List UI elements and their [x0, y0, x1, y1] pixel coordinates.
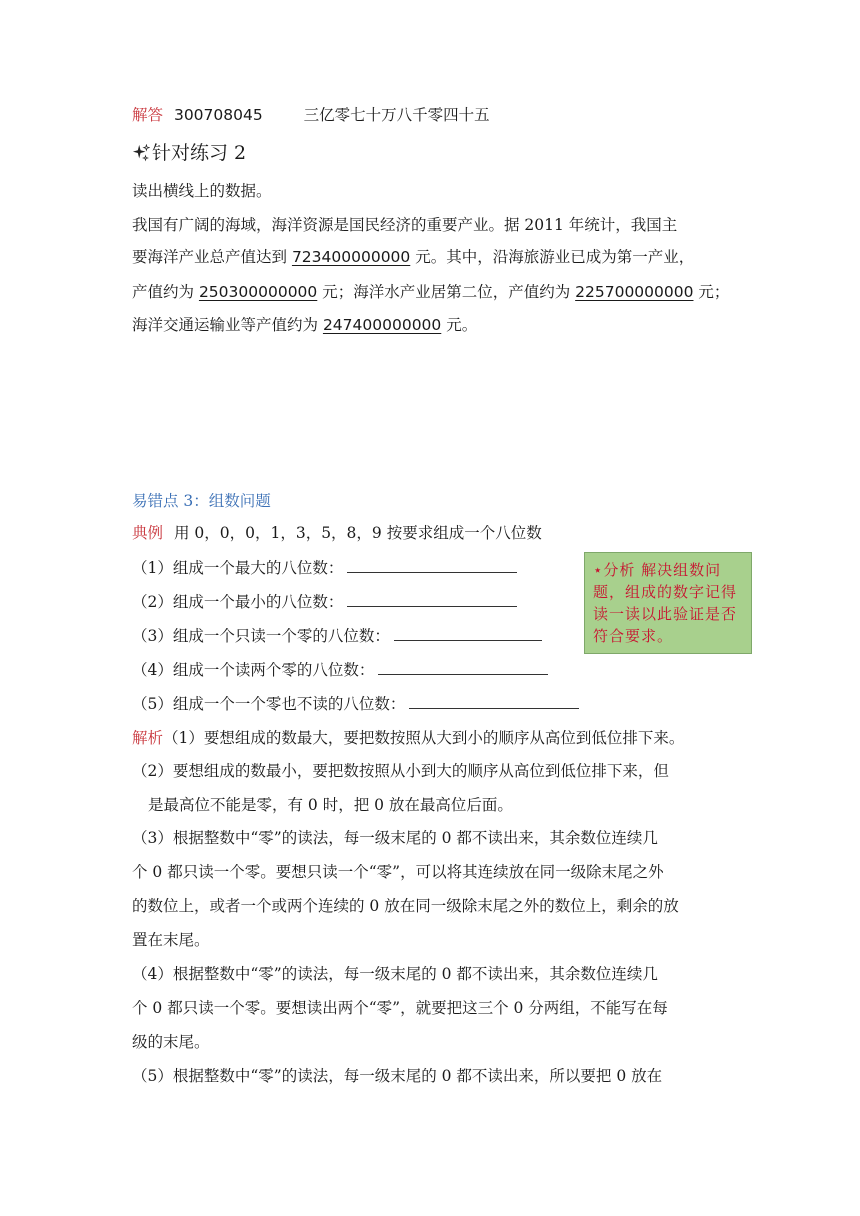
- question-1: [132, 557, 517, 579]
- analysis-line-8: （4）根据整数中“零”的读法，每一级末尾的 0 都不读出来，其余数位连续几: [132, 965, 658, 983]
- question-text: （3）组成一个只读一个零的八位数：: [132, 627, 390, 645]
- analysis-line-5: 个 0 都只读一个零。要想只读一个“零”，可以将其连续放在同一级除末尾之外: [132, 863, 664, 881]
- question-text: （5）组成一个一个零也不读的八位数：: [132, 695, 406, 713]
- underlined-number-4: 247400000000: [322, 316, 442, 334]
- paragraph-line-3: [132, 281, 729, 303]
- example-text: 用 0，0，0，1，3，5，8，9 按要求组成一个八位数: [173, 524, 542, 542]
- question-text: （1）组成一个最大的八位数：: [132, 559, 344, 577]
- underlined-number-1: 723400000000: [291, 248, 411, 266]
- answer-blank[interactable]: [378, 660, 548, 675]
- underlined-number-2: 250300000000: [198, 283, 318, 301]
- analysis-text: （1）要想组成的数最大，要把数按照从大到小的顺序从高位到低位排下来。: [163, 729, 685, 747]
- analysis-label: 解析: [132, 729, 164, 747]
- paragraph-line-2: [132, 246, 694, 268]
- practice-heading: [132, 142, 246, 164]
- analysis-line-10: 级的末尾。: [132, 1033, 210, 1051]
- answer-reading: 三亿零七十万八千零四十五: [303, 106, 490, 124]
- analysis-line-11: （5）根据整数中“零”的读法，每一级末尾的 0 都不读出来，所以要把 0 放在: [132, 1067, 663, 1085]
- underlined-number-3: 225700000000: [575, 283, 694, 301]
- answer-blank[interactable]: [347, 592, 517, 607]
- practice-title: 针对练习 2: [152, 142, 247, 164]
- section-title: 易错点 3：组数问题: [132, 492, 271, 510]
- text-segment: 元。其中，沿海旅游业已成为第一产业，: [410, 248, 695, 266]
- answer-number: 300708045: [173, 106, 263, 124]
- paragraph-line-4: [132, 314, 477, 336]
- text-segment: 产值约为: [132, 283, 199, 301]
- analysis-line-4: （3）根据整数中“零”的读法，每一级末尾的 0 都不读出来，其余数位连续几: [132, 829, 658, 847]
- text-segment: 海洋交通运输业等产值约为: [132, 316, 323, 334]
- answer-blank[interactable]: [409, 694, 579, 709]
- answer-label: 解答: [132, 106, 164, 124]
- answer-line: [132, 104, 490, 126]
- analysis-line-2: （2）要想组成的数最小，要把数按照从小到大的顺序从高位到低位排下来，但: [132, 762, 669, 780]
- question-text: （4）组成一个读两个零的八位数：: [132, 661, 375, 679]
- analysis-line-1: [132, 727, 684, 749]
- question-text: （2）组成一个最小的八位数：: [132, 593, 344, 611]
- example-label: 典例: [132, 524, 164, 542]
- question-2: [132, 591, 517, 613]
- practice-instruction: 读出横线上的数据。: [132, 182, 272, 200]
- text-segment: 元；: [693, 283, 730, 301]
- analysis-line-7: 置在末尾。: [132, 931, 210, 949]
- question-5: [132, 693, 579, 715]
- example-line: [132, 522, 542, 544]
- paragraph-line-1: 我国有广阔的海域，海洋资源是国民经济的重要产业。据 2011 年统计，我国主: [132, 216, 678, 234]
- question-4: [132, 659, 548, 681]
- analysis-note-box: ⋆分析 解决组数问题，组成的数字记得读一读以此验证是否符合要求。: [584, 552, 752, 654]
- answer-blank[interactable]: [394, 626, 542, 641]
- text-segment: 元；海洋水产业居第二位，产值约为: [317, 283, 576, 301]
- analysis-line-3: 是最高位不能是零，有 0 时，把 0 放在最高位后面。: [148, 796, 513, 814]
- sparkle-icon: [132, 144, 150, 162]
- text-segment: 元。: [441, 316, 478, 334]
- analysis-line-9: 个 0 都只读一个零。要想读出两个“零”，就要把这三个 0 分两组，不能写在每: [132, 999, 668, 1017]
- analysis-line-6: 的数位上，或者一个或两个连续的 0 放在同一级除末尾之外的数位上，剩余的放: [132, 897, 679, 915]
- text-segment: 要海洋产业总产值达到: [132, 248, 292, 266]
- question-3: [132, 625, 542, 647]
- answer-blank[interactable]: [347, 558, 517, 573]
